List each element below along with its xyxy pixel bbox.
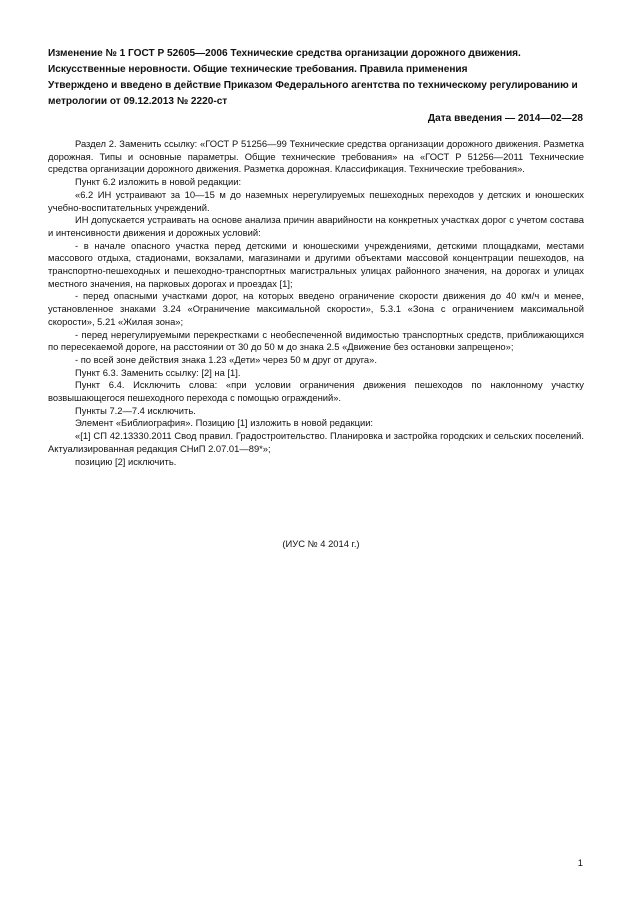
list-item-children-sign-zone: - по всей зоне действия знака 1.23 «Дети» через 50 м друг от друга». <box>75 353 377 365</box>
list-item-speed-limit-sections: - перед опасными участками дорог, на которых введено ограничение скорости движения до 40 км/ч и менее, установленное знаками 3.24 «Ограничение максимальной скорости», 5.3.1 «Зона с ограничением максимальной скорости», 5.21 «Жилая зона»; <box>48 290 584 327</box>
source-note-text: (ИУС № 4 2014 г.) <box>282 538 360 549</box>
approval-statement: Утверждено и введено в действие Приказом Федерального агентства по техническому регулированию и метрологии от 09.12.2013 № 2220-ст <box>48 80 578 107</box>
list-item-unregulated-intersections: - перед нерегулируемыми перекрестками с необеспеченной видимостью транспортных средств, приближающихся по пересекаемой дороге, на расстоянии от 30 до 50 м до знака 2.5 «Движение без остановки запрещено»; <box>48 328 584 353</box>
paragraph-items-7-2-7-4: Пункты 7.2—7.4 исключить. <box>75 404 196 416</box>
paragraph-item-6-4: Пункт 6.4. Исключить слова: «при условии ограничения движения пешеходов по наклонному участку возвышающегося пешеходного перехода с помощью ограждений». <box>48 379 584 404</box>
paragraph-item-6-3: Пункт 6.3. Заменить ссылку: [2] на [1]. <box>75 366 241 378</box>
paragraph-conditions-intro: ИН допускается устраивать на основе анализа причин аварийности на конкретных участках дорог с учетом состава и интенсивности движения и дорожных условий: <box>48 214 584 238</box>
paragraph-remove-entry-2: позицию [2] исключить. <box>75 455 177 467</box>
list-item-dangerous-section-start: - в начале опасного участка перед детскими и юношескими учреждениями, детскими площадками, местами массового отдыха, стадионами, вокзалами, магазинами и другими объектами массовой концентрации пешеходов, на транспортно-пешеходных и пешеходно-транспортных магистральных улицах районного значения, на дорогах и улицах местного значения, на парковых дорогах и проездах [1]; <box>48 239 584 289</box>
paragraph-item-6-2-text: «6.2 ИН устраивают за 10—15 м до наземных нерегулируемых пешеходных переходов у детских и юношеских учебно-воспитательных учреждений. <box>48 188 584 213</box>
amendment-body <box>48 138 584 468</box>
effective-date: Дата введения — 2014—02—28 <box>427 113 583 124</box>
page-number: 1 <box>577 857 583 868</box>
amendment-title: Изменение № 1 ГОСТ Р 52605—2006 Технические средства организации дорожного движения. Искусственные неровности. Общие технические требования. Правила применения <box>48 48 521 75</box>
paragraph-bibliography-intro: Элемент «Библиография». Позицию [1] изложить в новой редакции: <box>75 417 374 429</box>
bibliography-entry-1: «[1] СП 42.13330.2011 Свод правил. Градостроительство. Планировка и застройка городских и сельских поселений. Актуализированная редакция СНиП 2.07.01—89*»; <box>48 430 584 454</box>
paragraph-section-2: Раздел 2. Заменить ссылку: «ГОСТ Р 51256—99 Технические средства организации дорожного движения. Разметка дорожная. Типы и основные параметры. Общие технические требования» на «ГОСТ Р 51256—2011 Технические средства организации дорожного движения. Разметка дорожная. Классификация. Технические требования». <box>48 138 584 175</box>
source-note <box>0 537 630 550</box>
paragraph-item-6-2-intro: Пункт 6.2 изложить в новой редакции: <box>75 176 242 188</box>
